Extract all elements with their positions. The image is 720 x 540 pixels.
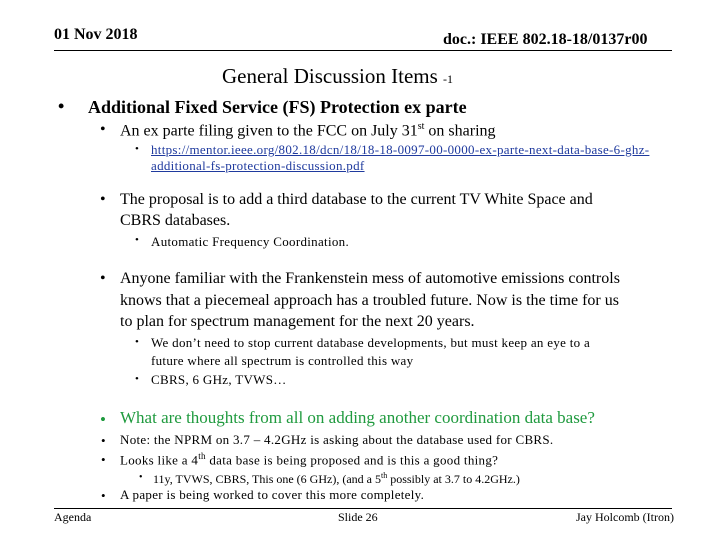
sub-11y-text-end: possibly at 3.7 to 4.2GHz.) xyxy=(387,472,520,486)
sub-11y-text: 11y, TVWS, CBRS, This one (6 GHz), (and a 5 xyxy=(153,472,381,486)
note-4th-text-end: data base is being proposed and is this a good thing? xyxy=(205,452,499,468)
note-4th-text: Looks like a 4 xyxy=(120,452,199,468)
bullet-cbrs-6ghz: CBRS, 6 GHz, TVWS… xyxy=(151,372,287,387)
ex-parte-text: An ex parte filing given to the FCC on July 31 xyxy=(120,122,418,140)
bullet-frankenstein-line1: Anyone familiar with the Frankenstein mess of automotive emissions controls xyxy=(120,270,620,287)
bullet-icon: • xyxy=(58,96,65,116)
header-rule xyxy=(54,50,672,51)
bullet-dont-stop-line1: We don’t need to stop current database developments, but must keep an eye to a xyxy=(151,335,591,350)
slide-title-suffix: -1 xyxy=(443,72,454,86)
footer-rule xyxy=(54,508,672,509)
slide-title xyxy=(222,64,453,89)
sub-11y-sup: th xyxy=(380,471,388,480)
question-text: What are thoughts from all on adding another coordination data base? xyxy=(120,408,595,427)
bullet-icon: • xyxy=(101,488,106,503)
header-doc-id: doc.: IEEE 802.18-18/0137r00 xyxy=(443,31,648,48)
bullet-icon: • xyxy=(100,191,106,208)
bullet-icon: • xyxy=(135,373,140,385)
note-4th-sup: th xyxy=(198,451,206,461)
bullet-icon: • xyxy=(100,270,106,287)
bullet-ex-parte-filing xyxy=(120,121,496,140)
footer-author: Jay Holcomb (Itron) xyxy=(576,510,674,524)
bullet-icon: • xyxy=(100,121,106,138)
bullet-dont-stop-line2: future where all spectrum is controlled this way xyxy=(151,353,414,368)
bullet-frankenstein-line3: to plan for spectrum management for the next 20 years. xyxy=(120,313,475,330)
bullet-icon: • xyxy=(139,472,143,483)
bullet-icon: • xyxy=(135,234,140,246)
bullet-icon: • xyxy=(101,452,106,467)
bullet-frankenstein-line2: knows that a piecemeal approach has a troubled future. Now is the time for us xyxy=(120,292,619,309)
slide-title-text: General Discussion Items xyxy=(222,64,438,88)
bullet-proposal-line2: CBRS databases. xyxy=(120,212,231,229)
ex-parte-text-end: on sharing xyxy=(424,122,496,140)
ex-parte-sup: st xyxy=(417,121,425,132)
ex-parte-link-line2[interactable]: additional-fs-protection-discussion.pdf xyxy=(151,158,365,173)
bullet-proposal-line1: The proposal is to add a third database to the current TV White Space and xyxy=(120,191,593,208)
bullet-icon: • xyxy=(100,410,106,429)
sub-11y-tvws xyxy=(153,471,520,487)
note-4th-database xyxy=(120,451,498,468)
bullet-fs-protection: Additional Fixed Service (FS) Protection ex parte xyxy=(88,97,467,117)
note-nprm: Note: the NPRM on 3.7 – 4.2GHz is asking about the database used for CBRS. xyxy=(120,432,554,447)
bullet-icon: • xyxy=(135,143,140,155)
header-date: 01 Nov 2018 xyxy=(54,26,138,43)
bullet-icon: • xyxy=(135,336,140,348)
footer-slide-number: Slide 26 xyxy=(338,510,378,524)
ex-parte-link-line1[interactable]: https://mentor.ieee.org/802.18/dcn/18/18-18-0097-00-0000-ex-parte-next-data-base-6-ghz- xyxy=(151,142,650,157)
note-paper: A paper is being worked to cover this more completely. xyxy=(120,487,425,502)
bullet-icon: • xyxy=(101,433,106,448)
bullet-afc: Automatic Frequency Coordination. xyxy=(151,234,349,249)
footer-left: Agenda xyxy=(54,510,92,524)
